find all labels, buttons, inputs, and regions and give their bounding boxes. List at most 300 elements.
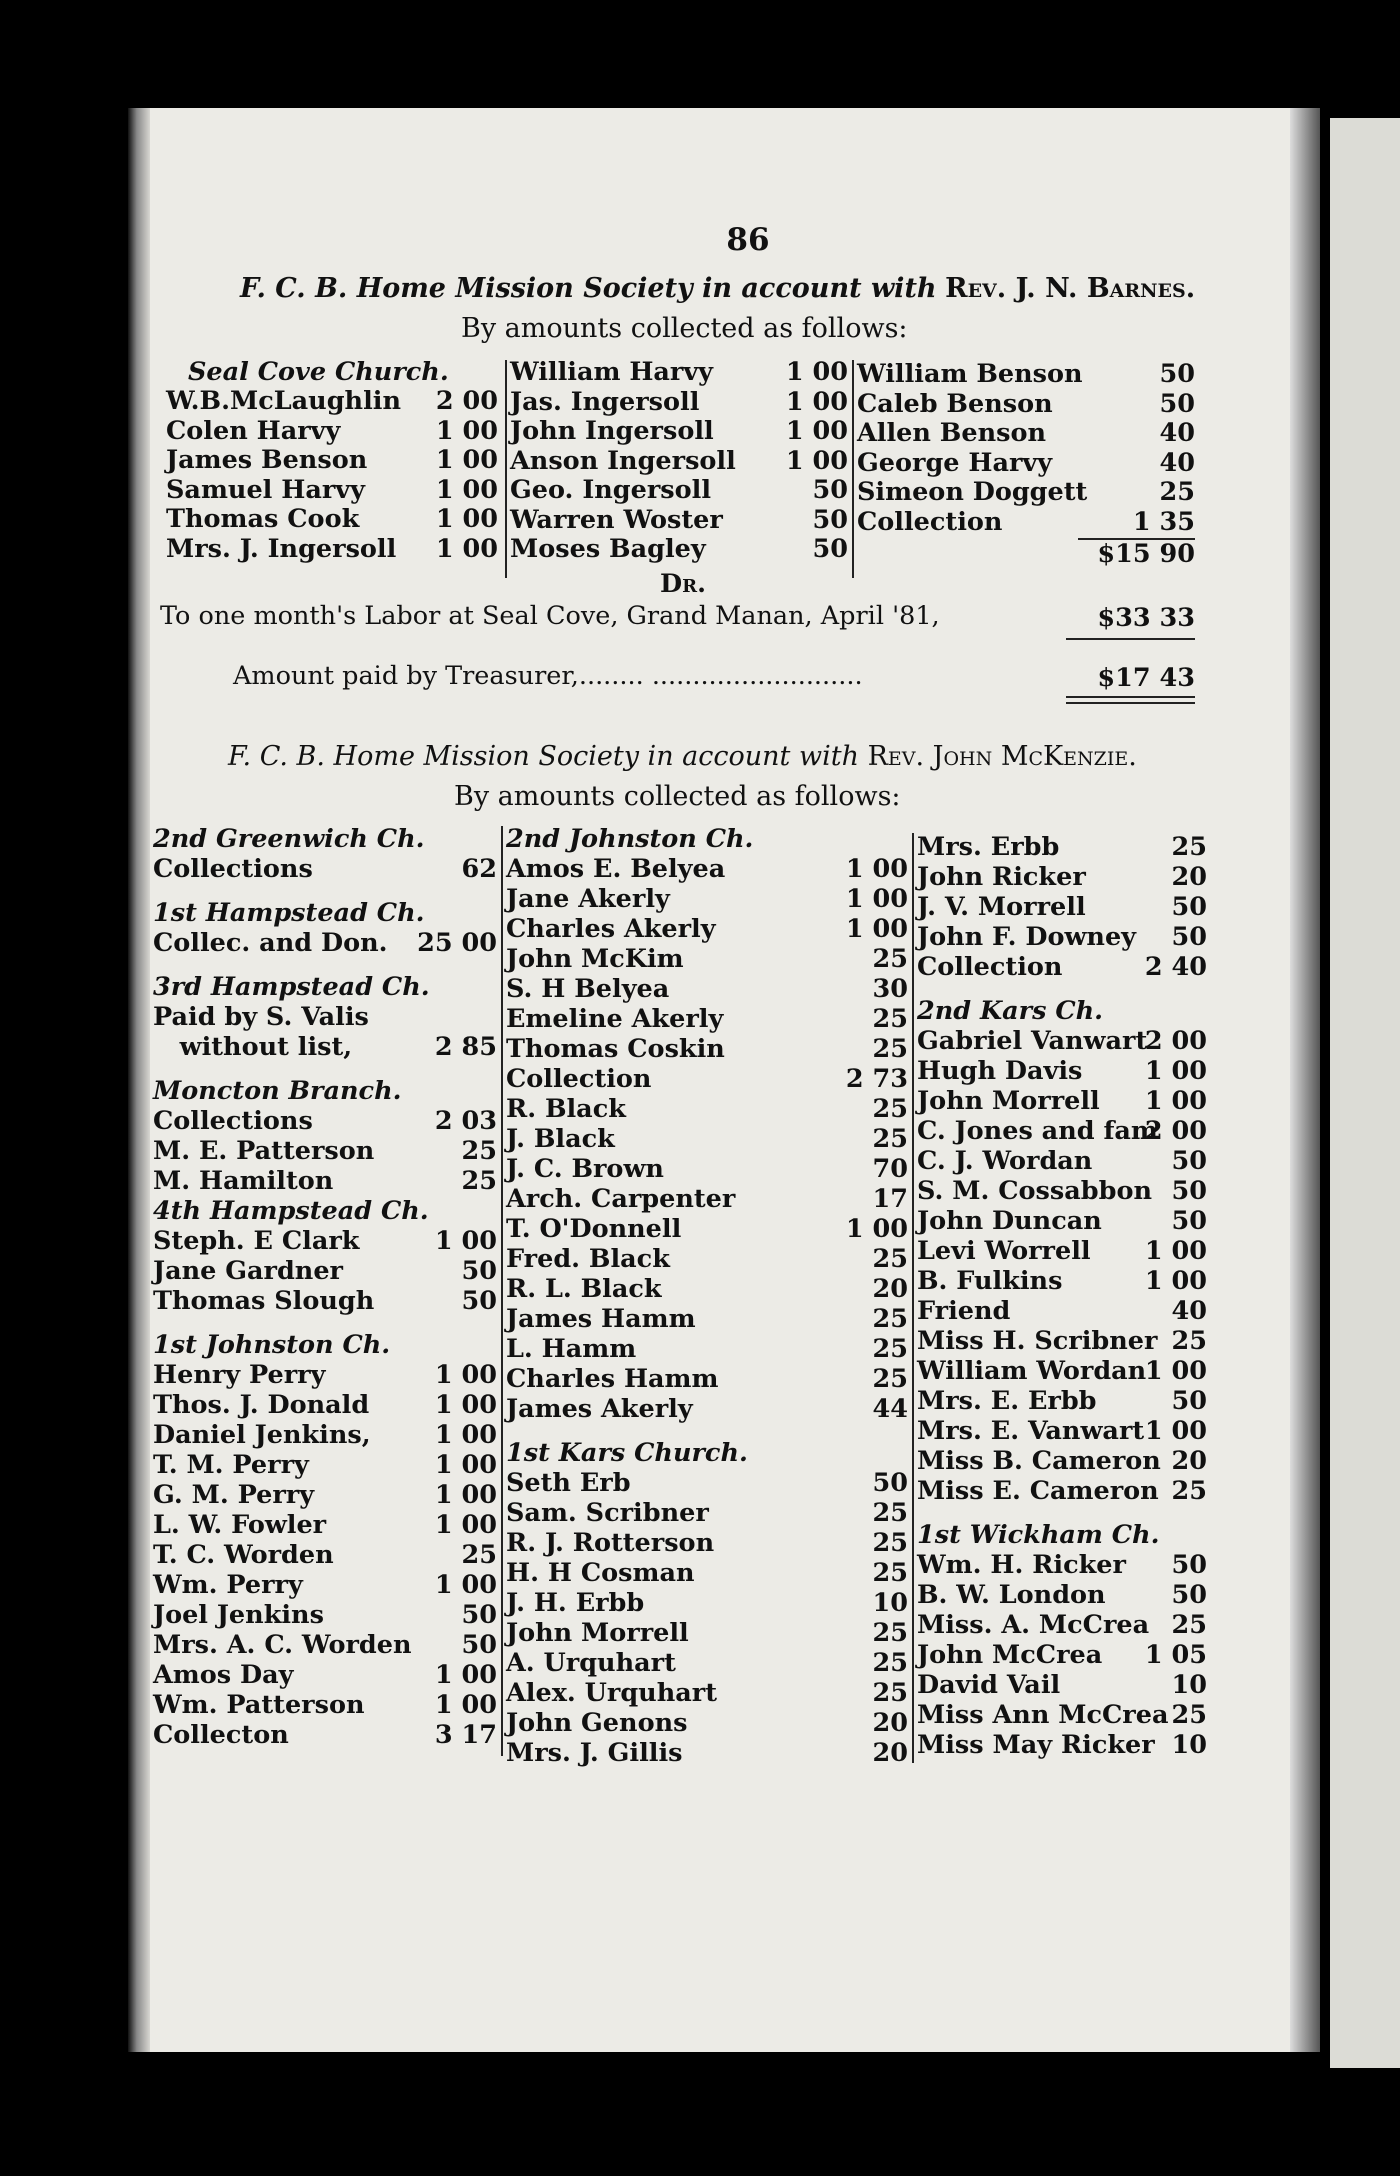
entry-row (506, 975, 908, 1005)
entry-amount: 25 (461, 1540, 497, 1570)
entry-row (510, 476, 848, 506)
entry-amount: 1 35 (1132, 506, 1195, 537)
entry-row (506, 915, 908, 945)
section-heading-text: 2nd Johnston Ch. (506, 824, 754, 854)
entry-name: B. W. London (917, 1580, 1106, 1610)
entry-amount: 1 00 (785, 386, 848, 417)
entry-name: John Duncan (917, 1206, 1102, 1236)
entry-amount: 50 (1171, 922, 1207, 952)
entry-amount: 1 00 (434, 1660, 497, 1690)
entry-name: Friend (917, 1296, 1011, 1326)
entry-name: S. M. Cossabbon (917, 1176, 1152, 1206)
entry-name: Mrs. Erbb (917, 832, 1060, 862)
entry-row (917, 1447, 1207, 1477)
entry-name: Samuel Harvy (166, 474, 365, 505)
entry-row (917, 1087, 1207, 1117)
entry-name: Charles Hamm (506, 1364, 719, 1394)
entry-row (153, 929, 497, 959)
entry-amount: 1 00 (785, 357, 848, 387)
entry-name: T. C. Worden (153, 1540, 334, 1570)
entry-amount: 25 00 (417, 928, 497, 958)
entry-amount: 50 (812, 475, 848, 505)
entry-amount: 62 (461, 854, 497, 884)
entry-row (506, 1335, 908, 1365)
entry-row (917, 1641, 1207, 1671)
entry-amount: 1 00 (434, 1450, 497, 1480)
entry-name: M. E. Patterson (153, 1136, 375, 1166)
entry-amount: 25 (872, 944, 908, 974)
entry-amount: 25 (1171, 1326, 1207, 1356)
entry-row (153, 1107, 497, 1137)
entry-amount: 2 00 (1144, 1026, 1207, 1056)
entry-name: Collec. and Don. (153, 928, 388, 958)
entry-name: Simeon Doggett (857, 477, 1088, 507)
entry-row (166, 505, 498, 535)
entry-name: Mrs. A. C. Worden (153, 1630, 412, 1660)
spacer (153, 1317, 497, 1331)
entry-row (506, 855, 908, 885)
entry-amount: 25 (1159, 477, 1195, 507)
entry-name: B. Fulkins (917, 1266, 1063, 1296)
entry-row (510, 417, 848, 447)
entry-name: Jane Gardner (153, 1256, 343, 1286)
entry-amount: 2 00 (1144, 1116, 1207, 1146)
entry-row (153, 1511, 497, 1541)
entry-row (917, 1177, 1207, 1207)
entry-row (510, 447, 848, 477)
entry-row (917, 1731, 1207, 1761)
entry-row (153, 1691, 497, 1721)
entry-row (153, 1601, 497, 1631)
entry-row (506, 1155, 908, 1185)
entry-name: Collection (506, 1064, 652, 1094)
entry-row (857, 478, 1195, 508)
section-heading-text: 3rd Hampstead Ch. (153, 972, 430, 1002)
entry-amount: 1 00 (845, 854, 908, 884)
entry-name: Mrs. J. Gillis (506, 1738, 683, 1768)
entry-name: John Morrell (506, 1618, 689, 1648)
entry-row (506, 1559, 908, 1589)
entry-amount: 50 (812, 504, 848, 535)
labor-amount: $33 33 (1097, 603, 1195, 633)
entry-row (506, 1245, 908, 1275)
entry-name: James Benson (166, 445, 368, 475)
entry-row (506, 1005, 908, 1035)
entry-amount: 70 (872, 1154, 908, 1184)
entry-row (153, 1481, 497, 1511)
entry-name: John Morrell (917, 1086, 1100, 1116)
entry-amount: 1 00 (434, 1570, 497, 1600)
entry-amount: 50 (461, 1600, 497, 1630)
acct1-total: $15 90 (1097, 539, 1195, 569)
entry-amount: 3 17 (434, 1720, 497, 1750)
section-heading (153, 1197, 497, 1227)
entry-amount: 40 (1159, 418, 1195, 448)
dr-label: Dr. (660, 569, 706, 599)
entry-row (917, 923, 1207, 953)
entry-name: Thos. J. Donald (153, 1390, 370, 1420)
entry-name: Collections (153, 854, 313, 884)
entry-amount: 10 (1171, 1730, 1207, 1760)
entry-row (506, 1215, 908, 1245)
section-heading (506, 1439, 908, 1469)
acct1-col2 (510, 358, 848, 565)
acct1-col1-heading: Seal Cove Church. (188, 357, 449, 387)
entry-row (153, 1631, 497, 1661)
entry-row (506, 945, 908, 975)
entry-amount: 1 00 (1144, 1356, 1207, 1386)
entry-row (506, 885, 908, 915)
entry-amount: 20 (1171, 862, 1207, 892)
entry-name: Moses Bagley (510, 534, 706, 564)
entry-row (506, 1619, 908, 1649)
acct2-col3 (917, 833, 1207, 1761)
entry-amount: 30 (872, 974, 908, 1004)
page-edge-shadow (1290, 108, 1320, 2052)
acct1-col1 (166, 387, 498, 564)
entry-name: James Akerly (506, 1394, 693, 1424)
spacer (917, 983, 1207, 997)
spacer (506, 1425, 908, 1439)
rule (1066, 638, 1195, 640)
entry-row (506, 1589, 908, 1619)
adjacent-page-edge (1330, 118, 1400, 2068)
entry-name: M. Hamilton (153, 1166, 334, 1196)
entry-amount: 50 (1159, 388, 1195, 419)
entry-amount: 1 00 (434, 1510, 497, 1540)
spacer (153, 959, 497, 973)
entry-row (153, 1721, 497, 1751)
entry-amount: 1 00 (1144, 1086, 1207, 1116)
entry-amount: 25 (1171, 1610, 1207, 1640)
entry-name: Miss May Ricker (917, 1730, 1155, 1760)
paid-amount: $17 43 (1097, 663, 1195, 693)
entry-row (153, 1661, 497, 1691)
entry-name: Levi Worrell (917, 1236, 1091, 1266)
entry-amount: 1 00 (845, 884, 908, 914)
entry-name: Collection (857, 506, 1003, 537)
entry-row (510, 358, 848, 388)
entry-name: Collecton (153, 1720, 289, 1750)
section-heading-text: 1st Kars Church. (506, 1438, 748, 1468)
entry-row (917, 1207, 1207, 1237)
entry-row (166, 476, 498, 506)
entry-amount: 1 00 (845, 1214, 908, 1244)
entry-amount: 25 (872, 1304, 908, 1334)
entry-name: Miss E. Cameron (917, 1476, 1159, 1506)
entry-amount: 1 00 (434, 1690, 497, 1720)
entry-name: T. M. Perry (153, 1450, 309, 1480)
entry-row (857, 390, 1195, 420)
entry-name: David Vail (917, 1670, 1061, 1700)
entry-amount: 50 (872, 1468, 908, 1498)
rule (852, 360, 854, 578)
acct1-title-italic: F. C. B. Home Mission Society in account with (240, 273, 937, 304)
entry-row (506, 1305, 908, 1335)
entry-name: Thomas Slough (153, 1286, 375, 1316)
entry-name: John McCrea (917, 1640, 1103, 1670)
section-heading (917, 997, 1207, 1027)
entry-name: Charles Akerly (506, 914, 716, 944)
entry-name: Miss Ann McCrea (917, 1700, 1169, 1730)
entry-name: William Harvy (510, 357, 714, 387)
entry-amount: 44 (872, 1394, 908, 1424)
acct1-title (240, 273, 1195, 304)
entry-row (153, 1227, 497, 1257)
entry-name: L. Hamm (506, 1334, 637, 1364)
entry-name: Geo. Ingersoll (510, 475, 712, 505)
entry-row (917, 1417, 1207, 1447)
entry-name: Miss. A. McCrea (917, 1610, 1150, 1640)
acct2-col2 (506, 825, 908, 1769)
entry-amount: 17 (872, 1184, 908, 1214)
entry-row (506, 1065, 908, 1095)
entry-row (153, 1137, 497, 1167)
entry-name: R. Black (506, 1094, 626, 1124)
entry-row (153, 1287, 497, 1317)
entry-name: Seth Erb (506, 1468, 631, 1498)
entry-amount: 25 (461, 1136, 497, 1166)
entry-amount: 25 (872, 1364, 908, 1394)
entry-amount: 1 00 (785, 416, 848, 446)
entry-name: John Ricker (917, 862, 1086, 892)
entry-row (506, 1125, 908, 1155)
entry-amount: 1 00 (1144, 1056, 1207, 1086)
entry-row (506, 1709, 908, 1739)
entry-name: Mrs. J. Ingersoll (166, 533, 397, 564)
entry-row (917, 1117, 1207, 1147)
entry-row (510, 388, 848, 418)
page-binding-shadow (128, 108, 150, 2052)
entry-row (917, 833, 1207, 863)
entry-name: Thomas Coskin (506, 1034, 725, 1064)
entry-row (153, 1003, 497, 1033)
entry-amount: 2 03 (434, 1106, 497, 1136)
entry-amount: 25 (872, 1004, 908, 1034)
entry-row (917, 1057, 1207, 1087)
entry-row (153, 855, 497, 885)
entry-name: T. O'Donnell (506, 1214, 682, 1244)
entry-name: William Benson (857, 359, 1083, 389)
entry-row (510, 535, 848, 565)
entry-row (153, 1391, 497, 1421)
section-heading (153, 973, 497, 1003)
entry-row (166, 535, 498, 565)
entry-amount: 50 (1171, 1206, 1207, 1236)
entry-amount: 1 00 (435, 445, 498, 475)
entry-name: Amos E. Belyea (506, 854, 726, 884)
spacer (153, 1063, 497, 1077)
entry-name: William Wordan (917, 1356, 1147, 1386)
entry-row (153, 1451, 497, 1481)
section-heading-text: 2nd Kars Ch. (917, 996, 1104, 1026)
entry-name: Arch. Carpenter (506, 1184, 736, 1214)
entry-row (166, 387, 498, 417)
rule (501, 826, 503, 1756)
section-heading (153, 899, 497, 929)
entry-amount: 2 73 (845, 1064, 908, 1094)
entry-amount: 25 (1171, 1700, 1207, 1730)
section-heading (153, 825, 497, 855)
entry-amount: 1 00 (435, 415, 498, 446)
entry-row (153, 1167, 497, 1197)
entry-name: Anson Ingersoll (510, 445, 736, 476)
entry-amount: 25 (872, 1558, 908, 1588)
entry-row (506, 1365, 908, 1395)
entry-row (917, 1357, 1207, 1387)
acct1-col3 (857, 360, 1195, 537)
entry-row (506, 1185, 908, 1215)
entry-name: Gabriel Vanwart (917, 1026, 1148, 1056)
entry-amount: 25 (872, 1334, 908, 1364)
acct2-subtitle: By amounts collected as follows: (454, 781, 901, 812)
entry-amount: 50 (812, 534, 848, 564)
entry-amount: 1 00 (435, 474, 498, 505)
entry-amount: 25 (872, 1648, 908, 1678)
entry-name: Amos Day (153, 1660, 294, 1690)
entry-name: Wm. Perry (153, 1570, 303, 1600)
entry-name: Alex. Urquhart (506, 1678, 717, 1708)
entry-amount: 40 (1159, 447, 1195, 478)
entry-name: Caleb Benson (857, 388, 1053, 419)
entry-name: L. W. Fowler (153, 1510, 327, 1540)
entry-name: Henry Perry (153, 1360, 326, 1390)
entry-amount: 1 05 (1144, 1640, 1207, 1670)
entry-name: G. M. Perry (153, 1480, 315, 1510)
entry-row (153, 1571, 497, 1601)
entry-row (506, 1275, 908, 1305)
entry-row (917, 863, 1207, 893)
entry-row (153, 1033, 497, 1063)
acct1-title-name: Rev. J. N. Barnes. (945, 273, 1196, 304)
entry-amount: 1 00 (435, 504, 498, 534)
entry-amount: 50 (1171, 1550, 1207, 1580)
entry-amount: 25 (872, 1034, 908, 1064)
acct2-col1 (153, 825, 497, 1751)
entry-amount: 2 40 (1144, 952, 1207, 982)
section-heading (153, 1331, 497, 1361)
entry-name: Fred. Black (506, 1244, 670, 1274)
section-heading-text: 2nd Greenwich Ch. (153, 824, 425, 854)
entry-row (917, 1147, 1207, 1177)
acct1-subtitle: By amounts collected as follows: (461, 313, 908, 344)
entry-amount: 50 (1171, 1146, 1207, 1176)
section-heading-text: 1st Wickham Ch. (917, 1520, 1160, 1550)
entry-name: Miss H. Scribner (917, 1326, 1158, 1356)
entry-row (857, 508, 1195, 538)
entry-amount: 1 00 (1144, 1266, 1207, 1296)
document-page (128, 108, 1320, 2052)
page-number: 86 (726, 222, 770, 258)
entry-amount: 50 (1171, 892, 1207, 922)
section-heading-text: 4th Hampstead Ch. (153, 1196, 429, 1226)
entry-amount: 1 00 (1144, 1416, 1207, 1446)
section-heading (153, 1077, 497, 1107)
entry-amount: 10 (1171, 1670, 1207, 1700)
acct2-title-italic: F. C. B. Home Mission Society in account with (228, 741, 859, 772)
acct2-title-name: Rev. John McKenzie. (867, 741, 1137, 772)
entry-name: J. C. Brown (506, 1154, 664, 1184)
entry-name: Paid by S. Valis (153, 1002, 369, 1032)
entry-amount: 1 00 (435, 533, 498, 564)
rule (912, 833, 914, 1763)
entry-name: J. V. Morrell (917, 892, 1086, 922)
section-heading (506, 825, 908, 855)
entry-name: John McKim (506, 944, 684, 974)
entry-name: A. Urquhart (506, 1648, 676, 1678)
section-heading-text: Moncton Branch. (153, 1076, 402, 1106)
entry-amount: 10 (872, 1588, 908, 1618)
entry-row (857, 419, 1195, 449)
entry-amount: 20 (872, 1738, 908, 1768)
entry-amount: 50 (1171, 1176, 1207, 1206)
entry-amount: 25 (872, 1244, 908, 1274)
entry-amount: 25 (461, 1166, 497, 1196)
entry-amount: 40 (1171, 1296, 1207, 1326)
entry-amount: 1 00 (434, 1420, 497, 1450)
entry-name: Jas. Ingersoll (510, 386, 700, 417)
entry-name: Steph. E Clark (153, 1226, 360, 1256)
entry-row (917, 1701, 1207, 1731)
entry-name: Mrs. E. Erbb (917, 1386, 1097, 1416)
entry-name: Joel Jenkins (153, 1600, 324, 1630)
entry-row (506, 1395, 908, 1425)
entry-row (506, 1469, 908, 1499)
entry-row (506, 1739, 908, 1769)
section-heading-text: 1st Johnston Ch. (153, 1330, 391, 1360)
entry-name: James Hamm (506, 1304, 696, 1334)
entry-row (166, 417, 498, 447)
entry-name: Warren Woster (510, 504, 723, 535)
entry-amount: 2 00 (435, 386, 498, 416)
acct2-title (228, 741, 1137, 772)
entry-amount: 25 (1171, 832, 1207, 862)
spacer (153, 885, 497, 899)
entry-name: Emeline Akerly (506, 1004, 724, 1034)
entry-name: Collections (153, 1106, 313, 1136)
entry-name: Wm. H. Ricker (917, 1550, 1126, 1580)
entry-name: Mrs. E. Vanwart (917, 1416, 1145, 1446)
entry-name: Miss B. Cameron (917, 1446, 1161, 1476)
rule (505, 360, 507, 578)
entry-amount: 20 (872, 1708, 908, 1738)
entry-name: Thomas Cook (166, 504, 360, 534)
entry-name: Wm. Patterson (153, 1690, 365, 1720)
section-heading (917, 1521, 1207, 1551)
entry-row (857, 360, 1195, 390)
entry-name: Daniel Jenkins, (153, 1420, 371, 1450)
entry-row (917, 1267, 1207, 1297)
entry-amount: 50 (1171, 1580, 1207, 1610)
entry-name: S. H Belyea (506, 974, 670, 1004)
entry-row (917, 1327, 1207, 1357)
entry-name: C. Jones and fam (917, 1116, 1158, 1146)
entry-row (506, 1679, 908, 1709)
entry-row (917, 1477, 1207, 1507)
entry-row (506, 1529, 908, 1559)
entry-name: John F. Downey (917, 922, 1136, 952)
entry-row (917, 1581, 1207, 1611)
entry-row (153, 1257, 497, 1287)
entry-amount: 25 (872, 1498, 908, 1528)
paid-line: Amount paid by Treasurer,........ .......................... (233, 661, 863, 691)
labor-line: To one month's Labor at Seal Cove, Grand Manan, April '81, (160, 601, 940, 631)
entry-row (917, 893, 1207, 923)
entry-row (917, 1027, 1207, 1057)
entry-name: Jane Akerly (506, 884, 670, 914)
entry-row (917, 953, 1207, 983)
entry-amount: 20 (1171, 1446, 1207, 1476)
